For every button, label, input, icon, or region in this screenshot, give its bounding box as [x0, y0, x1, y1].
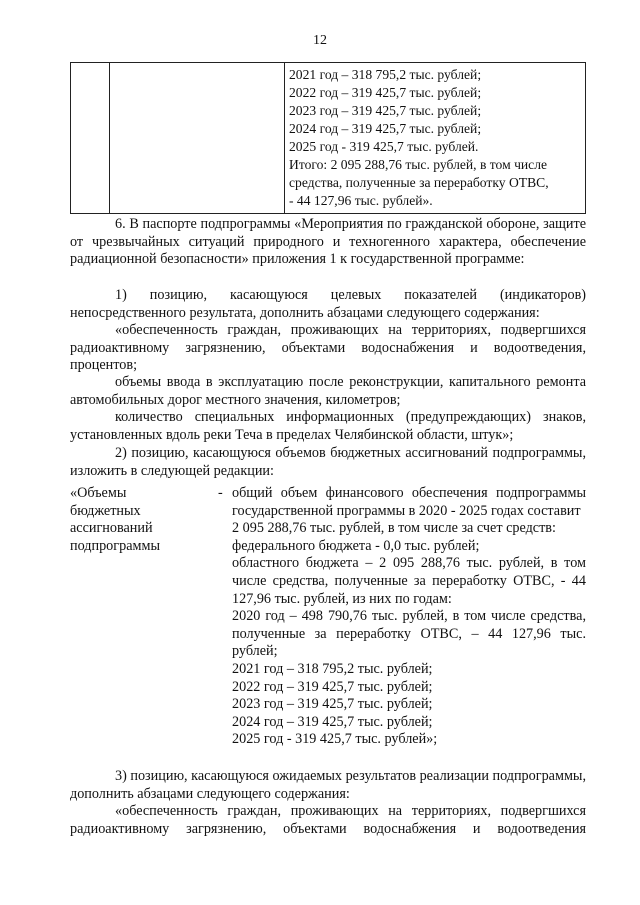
passport-label [70, 485, 210, 555]
quote-paragraph-3: количество специальных информационных (предупреждающих) знаков, установленных вдоль реки Теча в пределах Челябинской области, штук»; [70, 409, 586, 443]
funding-line: 2023 год – 319 425,7 тыс. рублей; [289, 103, 482, 118]
table-cell-empty-1 [71, 63, 110, 214]
funding-line: - 44 127,96 тыс. рублей». [289, 193, 433, 208]
passport-regional: областного бюджета – 2 095 288,76 тыс. рублей, в том числе средства, полученные за переработку ОТВС, - 44 127,96 тыс. рублей, из них по годам: [232, 555, 586, 607]
quote-paragraph-1: «обеспеченность граждан, проживающих на территориях, подвергшихся радиоактивному загрязнению, объектами водоснабжения и водоотведения, процентов; [70, 322, 586, 374]
passport-label-line: подпрограммы [70, 537, 160, 554]
passport-dash: - [218, 485, 223, 501]
passport-content [232, 485, 586, 749]
passport-label-line: бюджетных [70, 502, 141, 519]
passport-2020: 2020 год – 498 790,76 тыс. рублей, в том числе средства, полученные за переработку ОТВС, – 44 127,96 тыс. рублей; [232, 608, 586, 660]
passport-federal: федерального бюджета - 0,0 тыс. рублей; [232, 537, 480, 554]
funding-line: Итого: 2 095 288,76 тыс. рублей, в том числе [289, 157, 548, 172]
table-cell-empty-2 [110, 63, 285, 214]
quote-paragraph-2: объемы ввода в эксплуатацию после реконструкции, капитального ремонта автомобильных дорог местного значения, километров; [70, 374, 586, 408]
passport-label-line: «Объемы [70, 485, 127, 501]
funding-line: 2021 год – 318 795,2 тыс. рублей; [289, 67, 482, 82]
passport-year-line: 2025 год - 319 425,7 тыс. рублей»; [232, 731, 438, 748]
quote-paragraph-4: «обеспеченность граждан, проживающих на территориях, подвергшихся радиоактивному загрязнению, объектами водоснабжения и водоотведения [70, 803, 586, 837]
passport-year-line: 2022 год – 319 425,7 тыс. рублей; [232, 678, 433, 695]
passport-year-line: 2021 год – 318 795,2 тыс. рублей; [232, 660, 433, 677]
funding-line: средства, полученные за переработку ОТВС, [289, 175, 549, 190]
continuation-table [70, 62, 586, 214]
funding-line: 2024 год – 319 425,7 тыс. рублей; [289, 121, 482, 136]
page-number: 12 [313, 33, 327, 48]
table-cell-funding [285, 63, 586, 214]
paragraph-2: 2) позицию, касающуюся объемов бюджетных ассигнований подпрограммы, изложить в следующей редакции: [70, 445, 586, 479]
funding-line: 2022 год – 319 425,7 тыс. рублей; [289, 85, 482, 100]
paragraph-6: 6. В паспорте подпрограммы «Мероприятия по гражданской обороне, защите от чрезвычайных ситуаций природного и техногенного характера, обеспечение радиационной безопасности» приложения 1 к государственной программе: [70, 216, 586, 268]
funding-line: 2025 год - 319 425,7 тыс. рублей. [289, 139, 479, 154]
passport-label-line: ассигнований [70, 520, 153, 537]
paragraph-1: 1) позицию, касающуюся целевых показателей (индикаторов) непосредственного результата, дополнить абзацами следующего содержания: [70, 287, 586, 321]
passport-year-line: 2024 год – 319 425,7 тыс. рублей; [232, 713, 433, 730]
passport-total: общий объем финансового обеспечения подпрограммы государственной программы в 2020 - 2025 годах составит [232, 485, 586, 519]
passport-sum: 2 095 288,76 тыс. рублей, в том числе за счет средств: [232, 520, 556, 537]
paragraph-3: 3) позицию, касающуюся ожидаемых результатов реализации подпрограммы, дополнить абзацами следующего содержания: [70, 768, 586, 802]
passport-year-line: 2023 год – 319 425,7 тыс. рублей; [232, 696, 433, 713]
